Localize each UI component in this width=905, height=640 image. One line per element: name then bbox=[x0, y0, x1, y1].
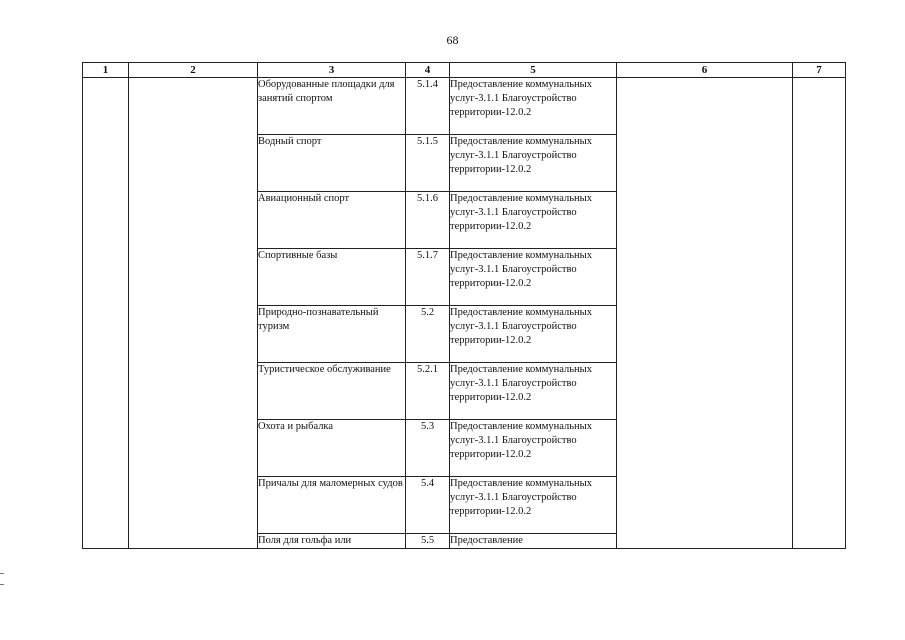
column-header: 4 bbox=[406, 63, 450, 78]
use-code-cell: 5.2.1 bbox=[406, 363, 450, 420]
permitted-use-cell: Предоставление коммунальных услуг-3.1.1 Благоустройство территории-12.0.2 bbox=[450, 306, 617, 363]
use-name-cell: Водный спорт bbox=[258, 135, 406, 192]
use-name-cell: Поля для гольфа или bbox=[258, 534, 406, 549]
land-use-table bbox=[82, 62, 846, 549]
permitted-use-cell: Предоставление коммунальных услуг-3.1.1 Благоустройство территории-12.0.2 bbox=[450, 135, 617, 192]
use-code-cell: 5.1.7 bbox=[406, 249, 450, 306]
column-header: 6 bbox=[617, 63, 793, 78]
use-code-cell: 5.5 bbox=[406, 534, 450, 549]
column-header: 1 bbox=[83, 63, 129, 78]
scan-margin-mark bbox=[0, 573, 4, 585]
permitted-use-cell: Предоставление коммунальных услуг-3.1.1 Благоустройство территории-12.0.2 bbox=[450, 477, 617, 534]
column-header: 5 bbox=[450, 63, 617, 78]
use-code-cell: 5.3 bbox=[406, 420, 450, 477]
use-code-cell: 5.1.4 bbox=[406, 78, 450, 135]
table-row bbox=[83, 78, 846, 135]
permitted-use-cell: Предоставление коммунальных услуг-3.1.1 Благоустройство территории-12.0.2 bbox=[450, 249, 617, 306]
use-name-cell: Причалы для маломерных судов bbox=[258, 477, 406, 534]
column-header: 7 bbox=[793, 63, 846, 78]
use-code-cell: 5.4 bbox=[406, 477, 450, 534]
empty-cell bbox=[617, 78, 793, 549]
permitted-use-cell: Предоставление коммунальных услуг-3.1.1 Благоустройство территории-12.0.2 bbox=[450, 78, 617, 135]
column-header: 3 bbox=[258, 63, 406, 78]
use-name-cell: Охота и рыбалка bbox=[258, 420, 406, 477]
use-name-cell: Оборудованные площадки для занятий спортом bbox=[258, 78, 406, 135]
use-name-cell: Туристическое обслуживание bbox=[258, 363, 406, 420]
use-code-cell: 5.1.6 bbox=[406, 192, 450, 249]
use-name-cell: Авиационный спорт bbox=[258, 192, 406, 249]
use-name-cell: Спортивные базы bbox=[258, 249, 406, 306]
column-header: 2 bbox=[129, 63, 258, 78]
permitted-use-cell: Предоставление коммунальных услуг-3.1.1 Благоустройство территории-12.0.2 bbox=[450, 420, 617, 477]
permitted-use-cell: Предоставление bbox=[450, 534, 617, 549]
empty-cell bbox=[129, 78, 258, 549]
permitted-use-cell: Предоставление коммунальных услуг-3.1.1 Благоустройство территории-12.0.2 bbox=[450, 363, 617, 420]
empty-cell bbox=[83, 78, 129, 549]
page-number: 68 bbox=[446, 33, 459, 47]
empty-cell bbox=[793, 78, 846, 549]
use-code-cell: 5.1.5 bbox=[406, 135, 450, 192]
header-row bbox=[83, 63, 846, 78]
use-name-cell: Природно-познавательный туризм bbox=[258, 306, 406, 363]
permitted-use-cell: Предоставление коммунальных услуг-3.1.1 Благоустройство территории-12.0.2 bbox=[450, 192, 617, 249]
use-code-cell: 5.2 bbox=[406, 306, 450, 363]
